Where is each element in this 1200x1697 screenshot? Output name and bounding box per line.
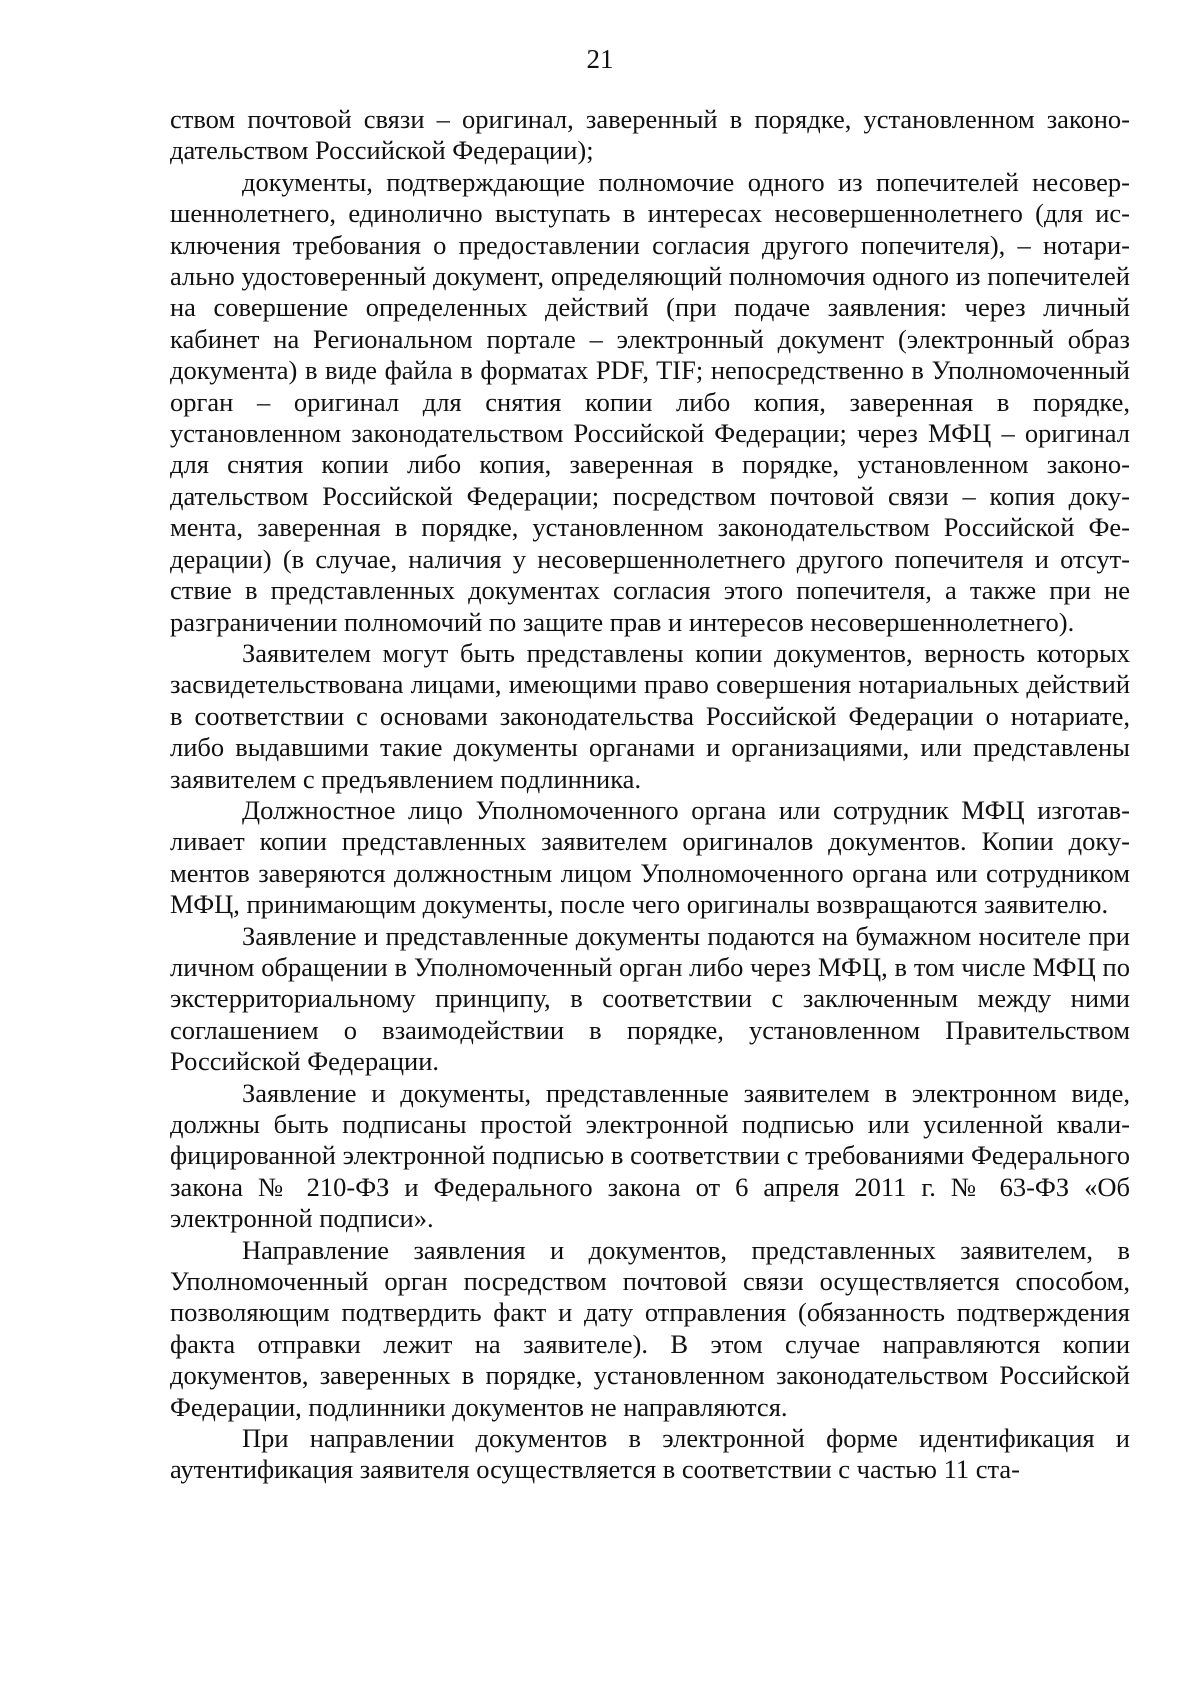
paragraph-official-copies: Должностное лицо Уполномоченного органа или сотрудник МФЦ изготавливает копии представленных заявителем оригиналов документов. Копии документов заверяются должностным лицом Уполномоченного органа или сотрудником МФЦ, принимающим документы, после чего оригиналы возвращаются заявителю. xyxy=(170,794,1130,920)
paragraph-postal-submission: Направление заявления и документов, представленных заявителем, в Уполномоченный орган посредством почтовой связи осуществляется способом, позволяющим подтвердить факт и дату отправления (обязанность подтверждения факта отправки лежит на заявителе). В этом случае направляются копии документов, заверенных в порядке, установленном законодательством Российской Федерации, подлинники документов не направляются. xyxy=(170,1234,1130,1422)
paragraph-paper-submission: Заявление и представленные документы подаются на бумажном носителе при личном обращении в Уполномоченный орган либо через МФЦ, в том числе МФЦ по экстерриториальному принципу, в соответствии с заключенным между ними соглашением о взаимодействии в порядке, установленном Правительством Российской Федерации. xyxy=(170,920,1130,1077)
page-number: 21 xyxy=(586,44,614,74)
paragraph-certified-copies: Заявителем могут быть представлены копии документов, верность которых засвидетельствована лицами, имеющими право совершения нотариальных действий в соответствии с основами законодательства Российской Федерации о нотариате, либо выдавшими такие документы органами и организациями, или представлены заявителем с предъявлением подлинника. xyxy=(170,637,1130,794)
paragraph-continuation: ством почтовой связи – оригинал, заверенный в порядке, установленном законодательством Российской Федерации); xyxy=(170,104,1130,166)
paragraph-electronic-signature: Заявление и документы, представленные заявителем в электронном виде, должны быть подписаны простой электронной подписью или усиленной квалифицированной электронной подписью в соответствии с требованиями Федерального закона № 210-ФЗ и Федерального закона от 6 апреля 2011 г. № 63-ФЗ «Об электронной подписи». xyxy=(170,1077,1130,1234)
paragraph-trustee-documents: документы, подтверждающие полномочие одного из попечителей несовершеннолетнего, единолично выступать в интересах несовершеннолетнего (для исключения требования о предоставлении согласия другого попечителя), – нотариально удостоверенный документ, определяющий полномочия одного из попечителей на совершение определенных действий (при подаче заявления: через личный кабинет на Региональном портале – электронный документ (электронный образ документа) в виде файла в форматах PDF, TIF; непосредственно в Уполномоченный орган – оригинал для снятия копии либо копия, заверенная в порядке, установленном законодательством Российской Федерации; через МФЦ – оригинал для снятия копии либо копия, заверенная в порядке, установленном законодательством Российской Федерации; посредством почтовой связи – копия документа, заверенная в порядке, установленном законодательством Российской Федерации) (в случае, наличия у несовершеннолетнего другого попечителя и отсутствие в представленных документах согласия этого попечителя, а также при не разграничении полномочий по защите прав и интересов несовершеннолетнего). xyxy=(170,166,1130,637)
paragraph-electronic-identification: При направлении документов в электронной форме идентификация и аутентификация заявителя осуществляется в соответствии с частью 11 ста- xyxy=(170,1423,1130,1485)
document-body xyxy=(170,104,1130,1486)
